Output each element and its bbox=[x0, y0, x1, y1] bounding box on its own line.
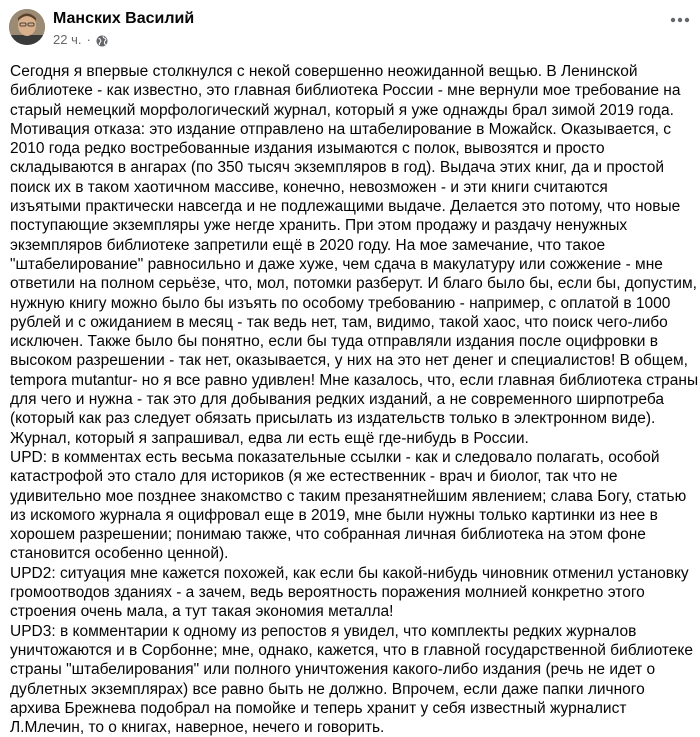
post-text-line: изъятыми практически навсегда и не подлежащими выдаче. Делается это потому, что новые bbox=[10, 198, 681, 216]
meta-separator: · bbox=[86, 32, 91, 47]
post-text-line: складываются в ангарах (по 350 тысяч экземпляров в год). Выдача этих книг, да и простой bbox=[10, 159, 664, 177]
post-text-line: нужную книгу можно было бы изъять по особому требованию - например, с оплатой в 1000 bbox=[10, 294, 671, 312]
post-text-line: UPD2: ситуация мне кажется похожей, как если бы какой-нибудь чиновник отменил установку bbox=[10, 564, 689, 582]
post-text bbox=[10, 62, 698, 737]
post-timestamp[interactable]: 22 ч. bbox=[53, 32, 82, 47]
post-text-line: (который как раз следует обязать присылать из издательств только в электронном виде). bbox=[10, 410, 656, 428]
post-text-line: для чего и нужна - так это для добывания редких изданий, а не современного ширпотреба bbox=[10, 391, 665, 409]
post-text-line: строения очень мала, а тут такая экономия металла! bbox=[10, 603, 394, 621]
post-text-line: UPD3: в комментарии к одному из репостов я увидел, что комплекты редких журналов bbox=[10, 622, 637, 640]
post-text-line: старый немецкий морфологический журнал, который я уже однажды брал зимой 2019 года. bbox=[10, 101, 674, 119]
more-horizontal-icon bbox=[670, 17, 690, 23]
post-header bbox=[0, 0, 700, 56]
post-text-line: поиск их в таком хаотичном массиве, конечно, невозможен - и эти книги считаются bbox=[10, 178, 608, 196]
post-text-line: 2010 года редко востребованные издания изымаются с полок, вывозятся и просто bbox=[10, 140, 605, 158]
post-text-line: поступающие экземпляры уже негде хранить. При этом продажу и раздачу ненужных bbox=[10, 217, 628, 235]
post-text-line: громоотводов зданиях - а зачем, ведь вероятность поражения молнией конкретно этого bbox=[10, 584, 645, 602]
post-text-line: из искомого журнала я оцифровал еще в 2019, мне были нужны только картинки из нее в bbox=[10, 506, 658, 524]
post-text-line: Сегодня я впервые столкнулся с некой совершенно неожиданной вещью. В Ленинской bbox=[10, 63, 638, 80]
author-name[interactable]: Манских Василий bbox=[53, 10, 195, 27]
avatar[interactable] bbox=[9, 9, 45, 45]
post-meta bbox=[53, 31, 108, 49]
post-text-line: Л.Млечин, то о книгах, наверное, нечего и говорить. bbox=[10, 719, 385, 737]
post-text-line: рублей и с ожиданием в месяц - так ведь нет, там, видимо, такой хаос, что поиск чего-либо bbox=[10, 313, 668, 331]
post-text-line: tempora mutantur- но я все равно удивлен! Мне казалось, что, если главная библиотека страны bbox=[10, 371, 699, 389]
post-text-line: Мотивация отказа: это издание отправлено на штабелирование в Можайск. Оказывается, с bbox=[10, 120, 672, 138]
post-text-line: библиотеке - как известно, это главная библиотека России - мне вернули мое требование на bbox=[10, 82, 681, 100]
post-text-line: ответили на полном серьёзе, что, мол, потомки разберут. И благо было бы, если бы, допустим, bbox=[10, 275, 697, 293]
post-text-line: UPD: в комментах есть весьма показательные ссылки - как и следовало полагать, особой bbox=[10, 448, 660, 466]
post-text-line: дублетных экземплярах) все равно быть не должно. Впрочем, если даже папки личного bbox=[10, 680, 645, 698]
post-text-line: экземпляров библиотеке запретили ещё в 2020 году. На мое замечание, что такое bbox=[10, 236, 606, 254]
globe-icon[interactable] bbox=[96, 34, 108, 46]
post-text-line: страны "штабелирования" или полного уничтожения какого-либо издания (речь не идет о bbox=[10, 661, 656, 679]
post-text-line: исключен. Также было бы понятно, если бы туда отправляли издания после оцифровки в bbox=[10, 333, 659, 351]
more-options-button[interactable] bbox=[666, 6, 694, 34]
post-text-line: катастрофой это стало для историков (я же естественник - врач и биолог, так что не bbox=[10, 468, 618, 486]
post-text-line: высоком разрешении - так нет, оказывается, у них на это нет денег и специалистов! В общем, bbox=[10, 352, 688, 370]
post-text-line: Журнал, который я запрашивал, едва ли есть ещё где-нибудь в России. bbox=[10, 429, 529, 447]
post-text-line: уничтожаются и в Сорбонне; мне, однако, кажется, что в главной государственной библиотеке bbox=[10, 641, 693, 659]
post-text-line: становится особенно ценной). bbox=[10, 545, 229, 563]
post-text-line: "штабелирование" равносильно и даже хуже, чем сдача в макулатуру или сожжение - мне bbox=[10, 255, 663, 273]
post-text-line: архива Брежнева подобрал на помойке и теперь хранит у себя известный журналист bbox=[10, 699, 627, 717]
post-text-line: хорошем разрешении; понимаю также, что собранная личная библиотека на этом фоне bbox=[10, 526, 646, 544]
post-text-line: удивительно мое позднее знакомство с таким презанятнейшим явлением; слава Богу, статью bbox=[10, 487, 687, 505]
avatar-image bbox=[9, 9, 45, 45]
